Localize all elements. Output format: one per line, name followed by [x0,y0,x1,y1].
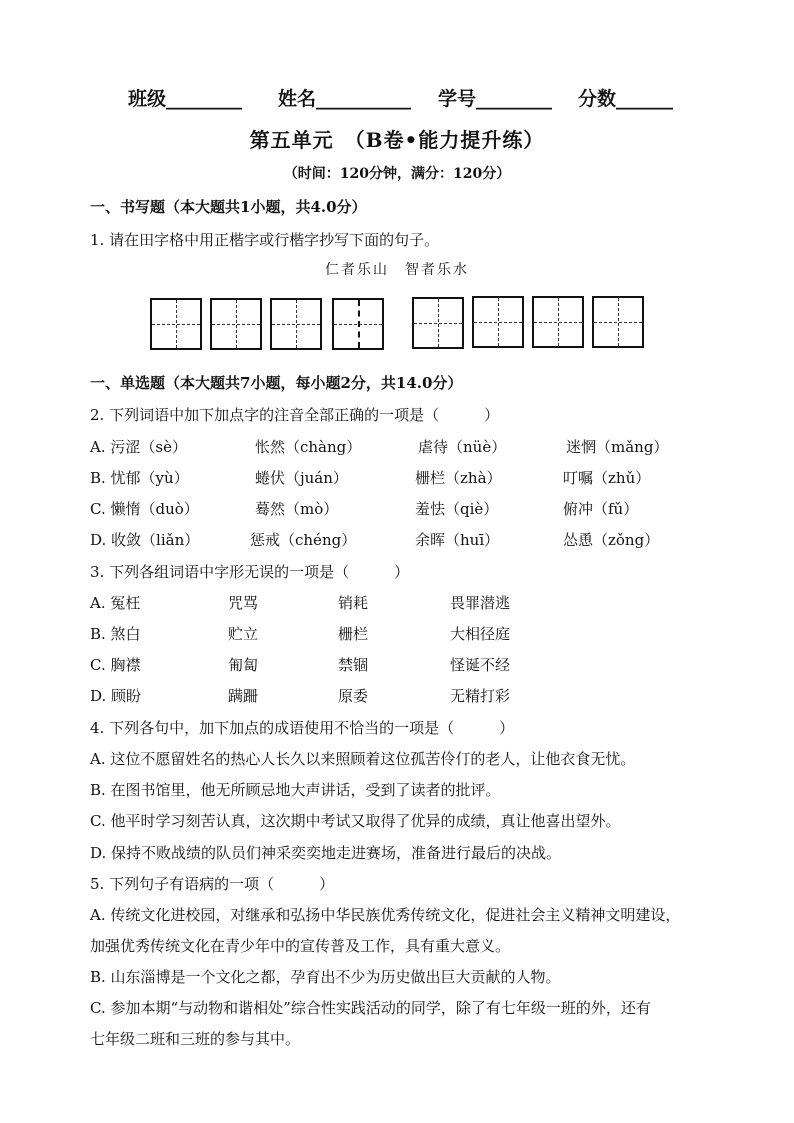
q2-option-b[interactable]: B. 忧郁（yù） [90,469,189,487]
q2-word: 怅然（chàng） [255,438,362,456]
class-field[interactable]: 班级________ [128,88,243,110]
q4-option-a[interactable]: A. 这位不愿留姓名的热心人长久以来照顾着这位孤苦伶仃的老人，让他衣食无忧。 [90,750,636,768]
q2-word: 蜷伏（juán） [255,469,348,487]
page-title: 第五单元 （B卷•能力提升练） [249,128,545,152]
student-id-field[interactable]: 学号________ [438,88,553,110]
q3-word: 销耗 [338,594,369,612]
grid-cell[interactable] [150,298,202,350]
copy-sentence: 仁者乐山 智者乐水 [325,262,469,278]
q4-option-d[interactable]: D. 保持不败战绩的队员们神采奕奕地走进赛场，准备进行最后的决战。 [90,844,562,862]
q3-option-b[interactable]: B. 煞白 [90,625,141,643]
q5-option-a[interactable]: A. 传统文化进校园，对继承和弘扬中华民族优秀传统文化，促进社会主义精神文明建设， [90,906,681,924]
question-1: 1. 请在田字格中用正楷字或行楷字抄写下面的句子。 [90,231,440,249]
grid-cell[interactable] [210,298,262,350]
question-2: 2. 下列词语中加下加点字的注音全部正确的一项是（ ） [90,406,500,424]
q3-word: 蹒跚 [228,687,259,705]
q3-word: 栅栏 [338,625,369,643]
q2-option-c[interactable]: C. 懒惰（duò） [90,500,199,518]
q3-word: 大相径庭 [450,625,511,643]
q2-word: 怂恿（zǒng） [563,531,660,549]
q2-word: 虐待（nüè） [418,438,507,456]
grid-cell[interactable] [332,298,384,350]
name-field[interactable]: 姓名__________ [278,88,412,110]
q3-word: 禁锢 [338,656,369,674]
q3-option-c[interactable]: C. 胸襟 [90,656,141,674]
q5-option-c[interactable]: C. 参加本期“与动物和谐相处”综合性实践活动的同学，除了有七年级一班的外，还有 [90,999,651,1017]
q2-word: 羞怯（qiè） [415,500,499,518]
q2-option-a[interactable]: A. 污涩（sè） [90,438,187,456]
q3-word: 咒骂 [228,594,259,612]
grid-cell[interactable] [532,296,584,348]
section-heading-choice: 一、单选题（本大题共7小题，每小题2分，共14.0分） [90,374,463,392]
q5-option-c-continued: 七年级二班和三班的参与其中。 [90,1030,301,1048]
q2-word: 余晖（huī） [415,531,500,549]
q3-word: 贮立 [228,625,259,643]
question-4: 4. 下列各句中，加下加点的成语使用不恰当的一项是（ ） [90,719,515,737]
section-heading-writing: 一、书写题（本大题共1小题，共4.0分） [90,198,367,216]
q3-option-a[interactable]: A. 冤枉 [90,594,141,612]
q2-word: 惩戒（chéng） [250,531,357,549]
grid-cell[interactable] [472,296,524,348]
grid-cell[interactable] [412,297,464,349]
score-field[interactable]: 分数______ [578,88,674,110]
q5-option-a-continued: 加强优秀传统文化在青少年中的宣传普及工作，具有重大意义。 [90,937,511,955]
question-5: 5. 下列句子有语病的一项（ ） [90,875,335,893]
q3-option-d[interactable]: D. 顾盼 [90,687,142,705]
q2-word: 迷惘（mǎng） [566,438,669,456]
exam-info: （时间：120分钟，满分：120分） [283,166,511,182]
q4-option-c[interactable]: C. 他平时学习刻苦认真，这次期中考试又取得了优异的成绩，真让他喜出望外。 [90,812,621,830]
q3-word: 畏罪潜逃 [450,594,511,612]
q3-word: 原委 [338,687,369,705]
q2-word: 蓦然（mò） [255,500,339,518]
question-3: 3. 下列各组词语中字形无误的一项是（ ） [90,563,410,581]
q4-option-b[interactable]: B. 在图书馆里，他无所顾忌地大声讲话，受到了读者的批评。 [90,781,501,799]
grid-cell[interactable] [592,296,644,348]
q2-word: 叮嘱（zhǔ） [563,469,651,487]
q3-word: 无精打彩 [450,687,511,705]
q5-option-b[interactable]: B. 山东淄博是一个文化之都，孕育出不少为历史做出巨大贡献的人物。 [90,968,561,986]
q2-word: 栅栏（zhà） [415,469,502,487]
q2-word: 俯冲（fǔ） [563,500,639,518]
q3-word: 匍匐 [228,656,259,674]
grid-cell[interactable] [270,298,322,350]
q2-option-d[interactable]: D. 收敛（liǎn） [90,531,200,549]
q3-word: 怪诞不经 [450,656,511,674]
tianzige-grid [150,298,642,352]
